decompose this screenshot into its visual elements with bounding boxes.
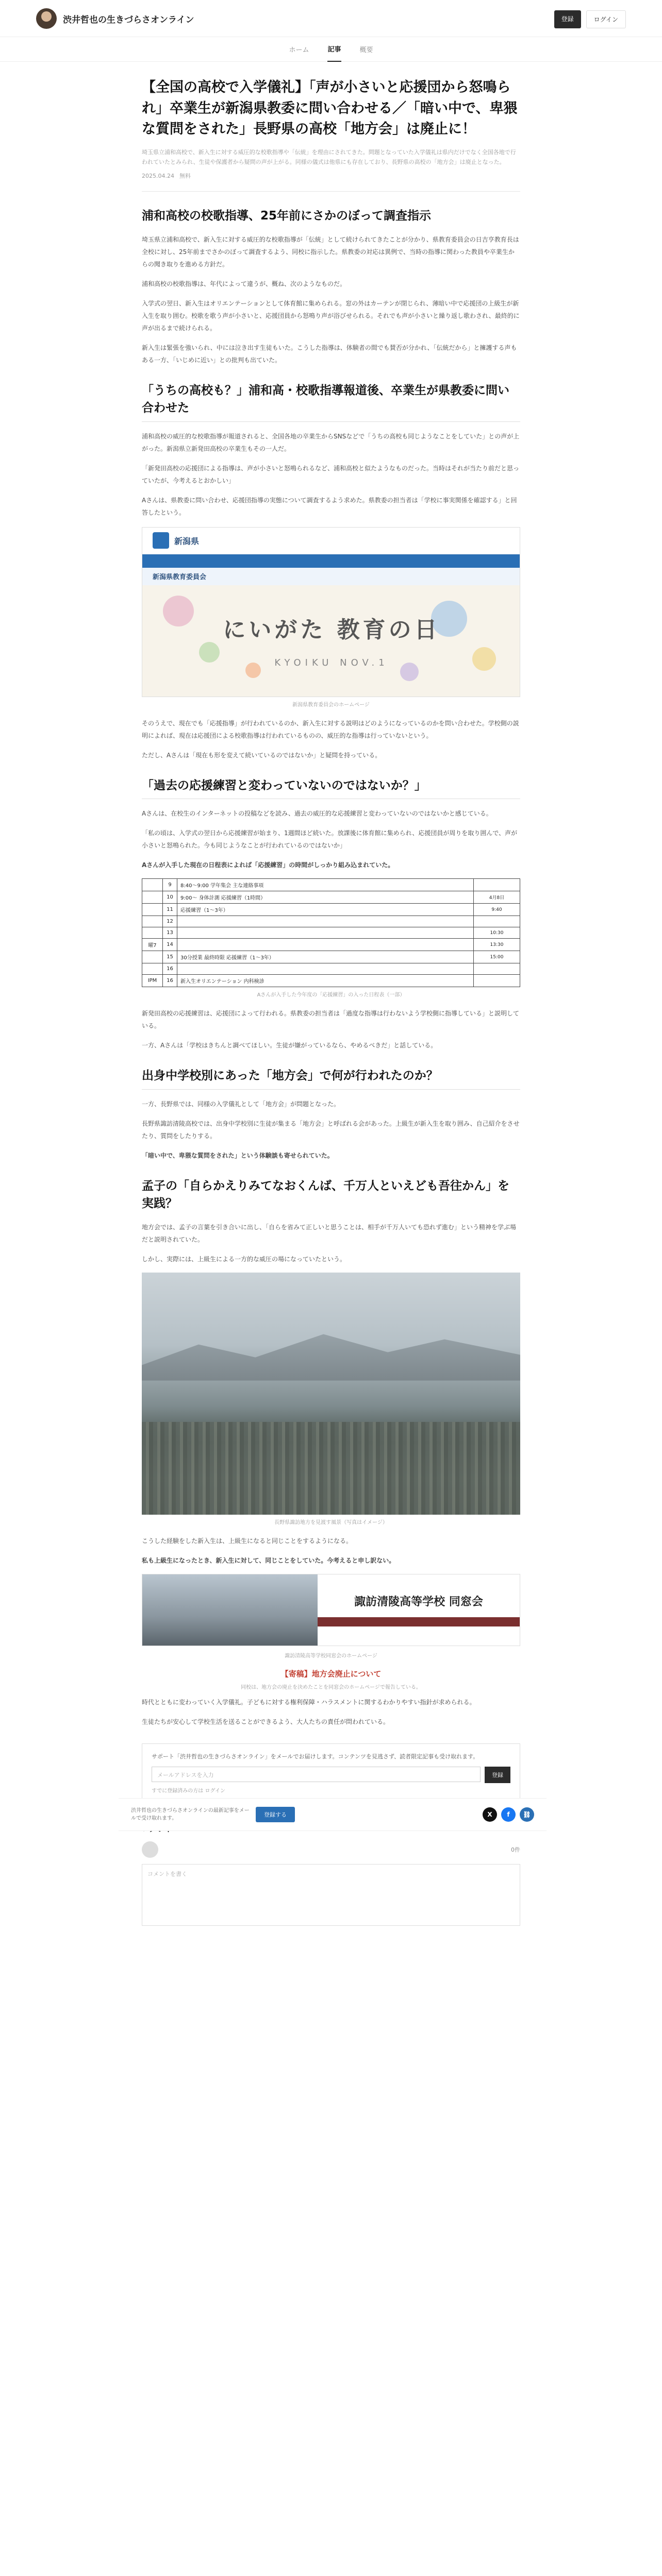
box-heading: 【寄稿】地方会廃止について (280, 1669, 382, 1679)
paragraph: 浦和高校の校歌指導は、年代によって違うが、概ね、次のようなものだ。 (142, 280, 346, 287)
landscape-photo (142, 1273, 520, 1515)
school-banner-nav (318, 1617, 520, 1626)
school-banner-title: 諏訪清陵高等学校 同窓会 (354, 1595, 483, 1609)
subscribe-button[interactable]: 登録する (256, 1807, 295, 1822)
schedule-cell-note: 9:40 (474, 904, 520, 916)
paragraph: 一方、Aさんは「学校はきちんと調べてほしい。生徒が嫌がっているなら、やめるべきだ」と話している。 (142, 1042, 437, 1049)
register-button[interactable]: 登録 (554, 10, 581, 28)
banner-visual (142, 585, 520, 697)
schedule-cell-side (142, 891, 163, 904)
paragraph: 生徒たちが安心して学校生活を送ることができるよう、大人たちの責任が問われている。 (142, 1718, 390, 1725)
paragraph: 一方、長野県では、同様の入学儀礼として「地方会」が問題となった。 (142, 1100, 340, 1108)
article-title: 【全国の高校で入学儀礼】「声が小さいと応援団から怒鳴られ」卒業生が新潟県教委に問い合わせる／「暗い中で、卑猥な質問をされた」長野県の高校「地方会」は廃止に！ (142, 79, 518, 137)
section-heading: 浦和高校の校歌指導、25年前にさかのぼって調査指示 (142, 209, 432, 223)
tab-home[interactable]: ホーム (289, 46, 309, 54)
paragraph: しかし、実際には、上級生による一方的な威圧の場になっていたという。 (142, 1255, 346, 1263)
paragraph: 浦和高校の威圧的な校歌指導が報道されると、全国各地の卒業生からSNSなどで「うちの高校も同じようなことをしていた」との声が上がった。新潟県立新発田高校の卒業生もその一人だ。 (142, 432, 520, 452)
schedule-cell-text (177, 916, 474, 927)
schedule-cell-side: 曜7 (142, 939, 163, 951)
section-heading: 孟子の「自らかえりみてなおくんば、千万人といえども吾往かん」を実践？ (142, 1179, 509, 1211)
nav-tabs (0, 37, 662, 62)
schedule-row (142, 975, 520, 987)
section-heading: 「過去の応援練習と変わっていないのではないか？」 (142, 777, 520, 800)
schedule-cell-side (142, 916, 163, 927)
paragraph: Aさんは、在校生のインターネットの投稿などを読み、過去の威圧的な応援練習と変わっていないのではないかと感じている。 (142, 810, 492, 818)
school-banner-image (142, 1574, 520, 1646)
facebook-share-icon[interactable]: f (501, 1807, 516, 1822)
site-title[interactable]: 渋井哲也の生きづらさオンライン (63, 14, 194, 25)
schedule-cell-note (474, 916, 520, 927)
newsletter-note[interactable]: すでに登録済みの方は ログイン (152, 1788, 225, 1794)
schedule-cell-side: IPM (142, 975, 163, 987)
schedule-cell-num: 11 (163, 904, 177, 916)
paragraph: ただし、Aさんは「現在も形を変えて続いているのではないか」と疑問を持っている。 (142, 751, 382, 759)
schedule-cell-note (474, 975, 520, 987)
article-date: 2025.04.24 (142, 172, 174, 179)
schedule-cell-num: 16 (163, 963, 177, 975)
schedule-row (142, 879, 520, 891)
schedule-cell-num: 13 (163, 927, 177, 939)
comment-count: 0件 (511, 1846, 520, 1854)
table-caption: Aさんが入手した今年度の「応援練習」の入った日程表（一部） (257, 992, 405, 998)
schedule-cell-side (142, 951, 163, 963)
schedule-row (142, 927, 520, 939)
paragraph: 「私の頃は、入学式の翌日から応援練習が始まり、1週間ほど続いた。放課後に体育館に集められ、応援団員が周りを取り囲んで、声が小さいと怒鳴られた。今も同じようなことが行われているのではないか」 (142, 829, 518, 850)
paragraph: そのうえで、現在でも「応援指導」が行われているのか、新入生に対する説明はどのようになっているのかを問い合わせた。学校側の説明によれば、現在は応援団による校歌指導は行われているものの、威圧的な指導は行っていないという。 (142, 719, 519, 739)
banner-name: 新潟県 (174, 536, 200, 546)
paragraph: 「新発田高校の応援団による指導は、声が小さいと怒鳴られるなど、浦和高校と似たようなものだった。当時はそれが当たり前だと思っていたが、今考えるとおかしい」 (142, 464, 520, 484)
paragraph: Aさんは、県教委に問い合わせ、応援団指導の実態について調査するよう求めた。県教委の担当者は「学校に事実関係を確認する」と回答したという。 (142, 496, 517, 516)
schedule-cell-text (177, 963, 474, 975)
share-text: 渋井哲也の生きづらさオンラインの最新記事をメールで受け取れます。 (131, 1808, 250, 1821)
newsletter-text: サポート「渋井哲也の生きづらさオンライン」をメールでお届けします。コンテンツを見逃さず、読者限定記事も受け取れます。 (152, 1753, 479, 1760)
schedule-cell-note (474, 879, 520, 891)
paragraph: 新発田高校の応援練習は、応援団によって行われる。県教委の担当者は「過度な指導は行わないよう学校側に指導している」と説明している。 (142, 1010, 520, 1030)
schedule-cell-num: 15 (163, 951, 177, 963)
author-avatar (36, 8, 57, 29)
schedule-cell-num: 9 (163, 879, 177, 891)
schedule-cell-num: 12 (163, 916, 177, 927)
site-logo[interactable] (36, 8, 194, 29)
niigata-logo-icon (153, 532, 169, 549)
tab-articles[interactable]: 記事 (327, 37, 341, 62)
schedule-cell-text: 応援練習（1〜3年） (177, 904, 474, 916)
niigata-banner-image (142, 527, 520, 697)
schedule-cell-note (474, 963, 520, 975)
tab-about[interactable]: 概要 (359, 46, 373, 54)
schedule-cell-note: 15:00 (474, 951, 520, 963)
schedule-cell-note: 10:30 (474, 927, 520, 939)
schedule-cell-note: 4月8日 (474, 891, 520, 904)
schedule-cell-text: 8:40〜9:00 学年集会 主な連絡事項 (177, 879, 474, 891)
schedule-row (142, 939, 520, 951)
banner-nav-bar (142, 554, 520, 568)
schedule-row (142, 951, 520, 963)
schedule-cell-note: 13:30 (474, 939, 520, 951)
banner-sub-text: KYOIKU NOV.1 (274, 657, 389, 668)
paragraph: 新入生は緊張を強いられ、中には泣き出す生徒もいた。こうした指導は、体験者の間でも賛否が分かれ、「伝統だから」と擁護する声もある一方、「いじめに近い」との批判も出ていた。 (142, 344, 517, 364)
box-caption: 同校は、地方会の廃止を決めたことを同窓会のホームページで報告している。 (241, 1684, 421, 1690)
schedule-cell-num: 16 (163, 975, 177, 987)
paragraph: 時代とともに変わっていく入学儀礼。子どもに対する権利保障・ハラスメントに関するわかりやすい指針が求められる。 (142, 1698, 476, 1706)
schedule-cell-text (177, 939, 474, 951)
banner-main-text: にいがた 教育の日 (223, 616, 440, 643)
article-lead: 埼玉県立浦和高校で、新入生に対する威圧的な校歌指導や「伝統」を理由にされてきた。問題となっていた入学儀礼は県内だけでなく全国各地で行われていたとみられ、生徒や保護者から疑問の声が上がる。同様の儀式は他県にも存在しており、長野県の高校の「地方会」は廃止となった。 (142, 148, 516, 166)
article-meta (142, 172, 520, 180)
schedule-row (142, 963, 520, 975)
highlight-paragraph: 「暗い中で、卑猥な質問をされた」という体験談も寄せられていた。 (142, 1151, 334, 1159)
paragraph: こうした経験をした新入生は、上級生になると同じことをするようになる。 (142, 1537, 353, 1545)
school-photo (142, 1574, 318, 1646)
comment-input[interactable]: コメントを書く (142, 1864, 520, 1926)
image-caption: 諏訪清陵高等学校同窓会のホームページ (285, 1653, 377, 1659)
schedule-table (142, 878, 520, 987)
email-field[interactable]: メールアドレスを入力 (152, 1767, 481, 1782)
login-button[interactable]: ログイン (586, 10, 626, 28)
banner-sub: 新潟県教育委員会 (142, 568, 520, 585)
x-share-icon[interactable]: X (483, 1807, 497, 1822)
newsletter-register-button[interactable]: 登録 (485, 1767, 510, 1783)
highlight-paragraph: 私も上級生になったとき、新入生に対して、同じことをしていた。今考えると申し訳ない。 (142, 1556, 395, 1564)
section-heading: 「うちの高校も？」浦和高・校歌指導報道後、卒業生が県教委に問い合わせた (142, 382, 520, 422)
newsletter-box (142, 1743, 520, 1803)
paragraph: 長野県諏訪清陵高校では、出身中学校別に生徒が集まる「地方会」と呼ばれる会があった。上級生が新入生を取り囲み、自己紹介をさせたり、質問をしたりする。 (142, 1120, 520, 1140)
schedule-cell-side (142, 927, 163, 939)
paragraph: 入学式の翌日、新入生はオリエンテーションとして体育館に集められる。窓の外はカーテンが閉じられ、薄暗い中で応援団の上級生が新入生を取り囲む。校歌を歌う声が小さいと、応援団員から怒鳴り声が浴びせられる。それでも声が小さいと繰り返し歌わされ、最終的に声が出るまで続けられる。 (142, 299, 520, 332)
highlight-paragraph: Aさんが入手した現在の日程表によれば「応援練習」の時間がしっかり組み込まれていた。 (142, 861, 394, 869)
paragraph: 埼玉県立浦和高校で、新入生に対する威圧的な校歌指導が「伝統」として続けられてきたことが分かり、県教育委員会の日吉亨教育長は全校に対し、25年前までさかのぼって調査するよう、同校に指示した。県教委の対応は異例で、当時の指導に関わった教員や卒業生からの聞き取りを進める方針だ。 (142, 235, 519, 268)
site-header (0, 0, 662, 37)
schedule-cell-text: 新入生オリエンテーション 内科検診 (177, 975, 474, 987)
free-badge: 無料 (179, 173, 191, 180)
schedule-row (142, 916, 520, 927)
user-avatar (142, 1841, 158, 1858)
section-heading: 出身中学校別にあった「地方会」で何が行われたのか？ (142, 1067, 520, 1090)
paragraph: 地方会では、孟子の言葉を引き合いに出し、「自らを省みて正しいと思うことは、相手が千万人いても恐れず進む」という精神を学ぶ場だと説明されていた。 (142, 1223, 517, 1243)
image-caption: 新潟県教育委員会のホームページ (292, 702, 370, 708)
schedule-cell-side (142, 904, 163, 916)
schedule-row (142, 904, 520, 916)
schedule-cell-text: 30分授業 最終時限 応援練習（1〜3年） (177, 951, 474, 963)
schedule-cell-side (142, 963, 163, 975)
link-share-icon[interactable]: ⛓ (520, 1807, 534, 1822)
schedule-cell-side (142, 879, 163, 891)
article (142, 77, 520, 1926)
schedule-cell-text: 9:00〜 身体計測 応援練習（1時間） (177, 891, 474, 904)
share-bar (119, 1798, 547, 1831)
schedule-row (142, 891, 520, 904)
schedule-cell-text (177, 927, 474, 939)
image-caption: 長野県諏訪地方を見渡す風景（写真はイメージ） (274, 1519, 388, 1526)
schedule-cell-num: 10 (163, 891, 177, 904)
schedule-cell-num: 14 (163, 939, 177, 951)
divider (142, 191, 520, 192)
